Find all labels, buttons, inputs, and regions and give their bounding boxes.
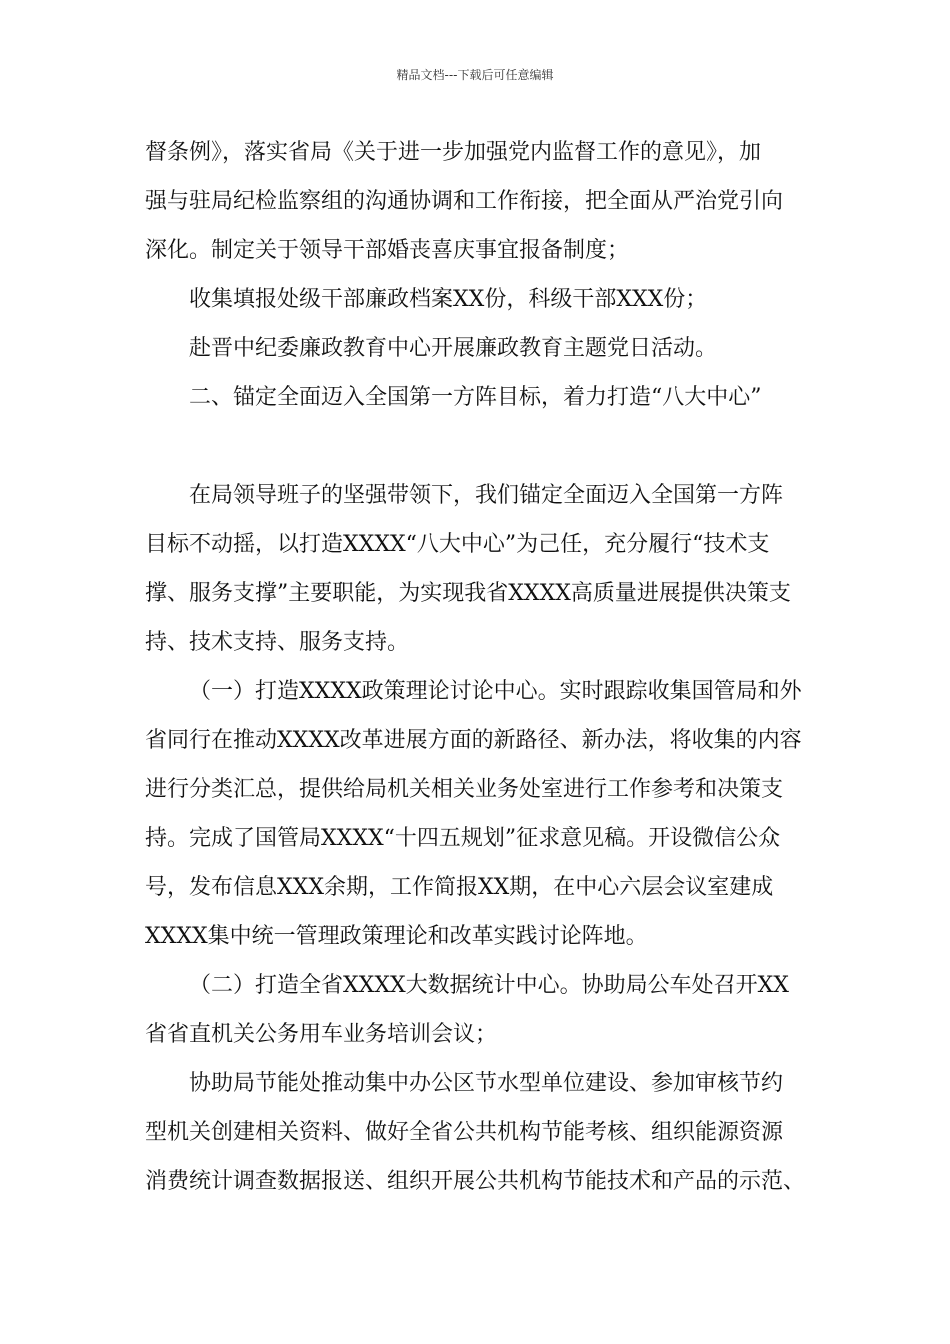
paragraph-7 bbox=[145, 961, 817, 1059]
text-line: 督条例》，落实省局《关于进一步加强党内监督工作的意见》，加 bbox=[145, 140, 762, 165]
section-heading bbox=[145, 373, 817, 422]
text-line: 持、技术支持、服务支持。 bbox=[145, 630, 410, 655]
text-line: 省省直机关公务用车业务培训会议； bbox=[145, 1022, 498, 1047]
text-line: 赴晋中纪委廉政教育中心开展廉政教育主题党日活动。 bbox=[189, 336, 718, 361]
text-line: （二）打造全省XXXX大数据统计中心。协助局公车处召开XX bbox=[189, 973, 789, 998]
text-line: 持。完成了国管局XXXX“十四五规划”征求意见稿。开设微信公众 bbox=[145, 826, 781, 851]
text-line: （一）打造XXXX政策理论讨论中心。实时跟踪收集国管局和外 bbox=[189, 679, 802, 704]
text-line: 二、锚定全面迈入全国第一方阵目标，着力打造“八大中心” bbox=[189, 385, 762, 410]
document-body bbox=[145, 128, 817, 1206]
text-line: 撑、服务支撑”主要职能，为实现我省XXXX高质量进展提供决策支 bbox=[145, 581, 791, 606]
paragraph-6 bbox=[145, 667, 817, 961]
blank-spacer bbox=[145, 422, 817, 471]
text-line: 在局领导班子的坚强带领下，我们锚定全面迈入全国第一方阵 bbox=[189, 483, 784, 508]
text-line: 深化。制定关于领导干部婚丧喜庆事宜报备制度； bbox=[145, 238, 630, 263]
text-line: 强与驻局纪检监察组的沟通协调和工作衔接，把全面从严治党引向 bbox=[145, 189, 784, 214]
text-line: 省同行在推动XXXX改革进展方面的新路径、新办法，将收集的内容 bbox=[145, 728, 802, 753]
paragraph-2 bbox=[145, 275, 817, 324]
text-line: 目标不动摇，以打造XXXX“八大中心”为己任，充分履行“技术支 bbox=[145, 532, 770, 557]
paragraph-3 bbox=[145, 324, 817, 373]
text-line: 协助局节能处推动集中办公区节水型单位建设、参加审核节约 bbox=[189, 1071, 784, 1096]
page-header: 精品文档---下载后可任意编辑 bbox=[396, 68, 554, 82]
text-line: 消费统计调查数据报送、组织开展公共机构节能技术和产品的示范、 bbox=[145, 1169, 806, 1194]
paragraph-5 bbox=[145, 471, 817, 667]
paragraph-1 bbox=[145, 128, 817, 275]
text-line: 型机关创建相关资料、做好全省公共机构节能考核、组织能源资源 bbox=[145, 1120, 784, 1145]
text-line: 号，发布信息XXX余期，工作简报XX期，在中心六层会议室建成 bbox=[145, 875, 774, 900]
text-line: XXXX集中统一管理政策理论和改革实践讨论阵地。 bbox=[145, 924, 648, 949]
paragraph-8 bbox=[145, 1059, 817, 1206]
text-line: 进行分类汇总，提供给局机关相关业务处室进行工作参考和决策支 bbox=[145, 777, 784, 802]
text-line: 收集填报处级干部廉政档案XX份，科级干部XXX份； bbox=[189, 287, 708, 312]
